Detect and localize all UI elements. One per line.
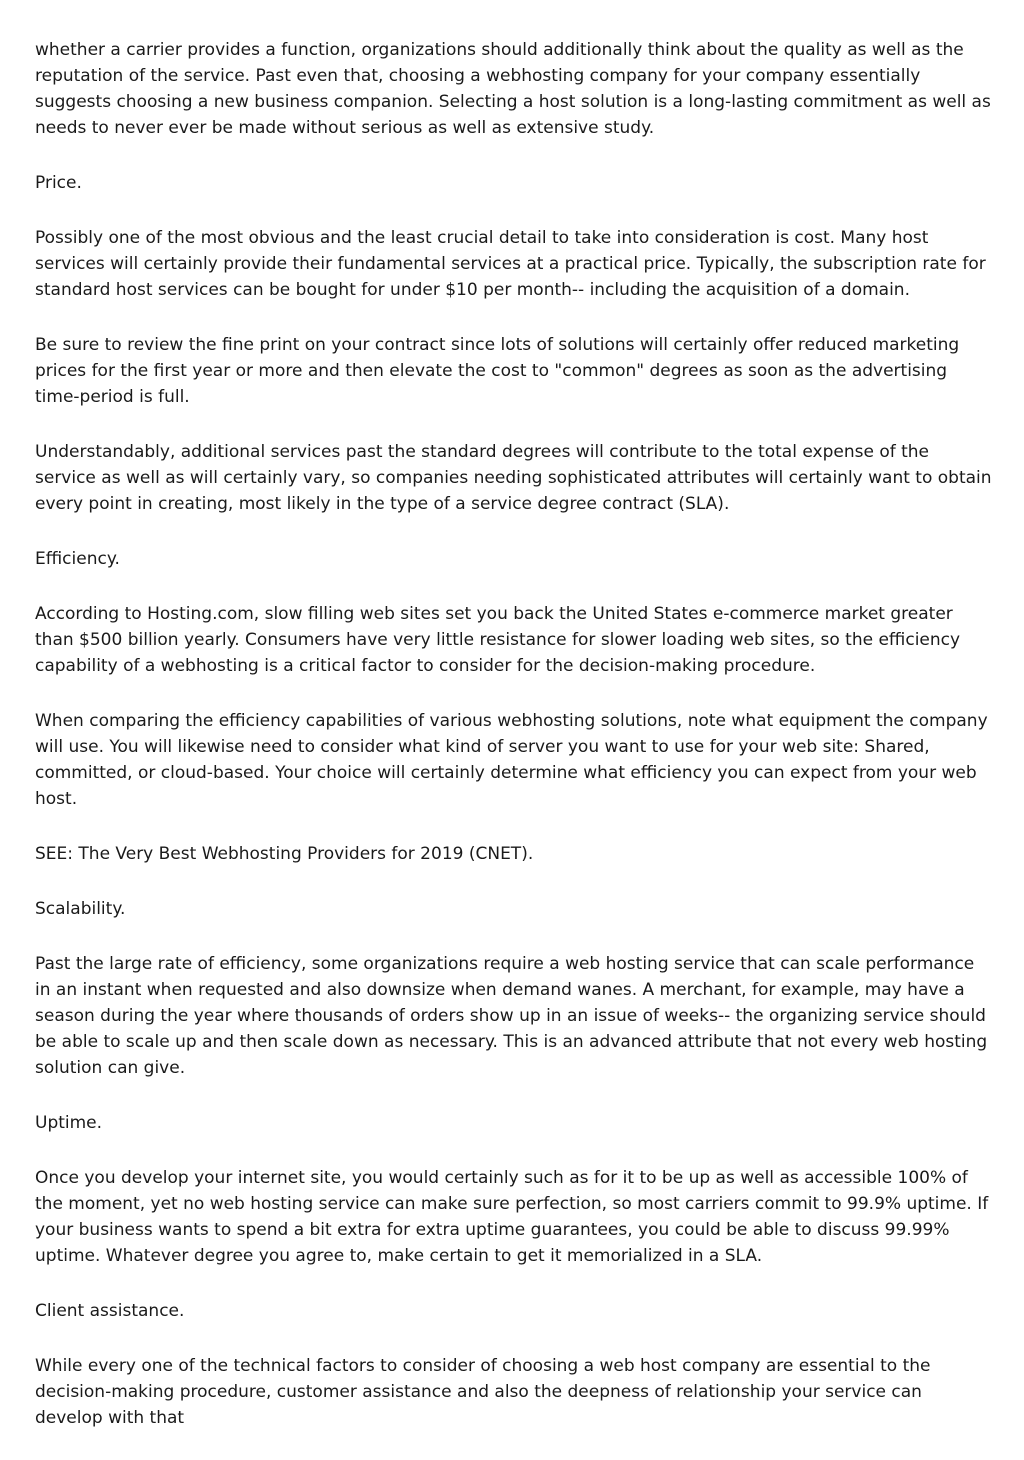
- paragraph-intro: whether a carrier provides a function, organizations should additionally think about the quality as well as the reputation of the service. Past even that, choosing a webhosting company for your company essentially suggests choosing a new business companion. Selecting a host solution is a long-lasting commitment as well as needs to never ever be made without serious as well as extensive study.: [35, 40, 991, 138]
- section-heading-scalability: Scalability.: [35, 899, 126, 919]
- section-heading-uptime: Uptime.: [35, 1113, 103, 1133]
- paragraph-see-reference: SEE: The Very Best Webhosting Providers for 2019 (CNET).: [35, 844, 534, 864]
- paragraph-efficiency-1: According to Hosting.com, slow filling web sites set you back the United States e-commerce market greater than $500 billion yearly. Consumers have very little resistance for slower loading web sites, so the efficiency capability of a webhosting is a critical factor to consider for the decision-making procedure.: [35, 604, 961, 676]
- paragraph-efficiency-2: When comparing the efficiency capabilities of various webhosting solutions, note what equipment the company will use. You will likewise need to consider what kind of server you want to use for your web site: Shared, committed, or cloud-based. Your choice will certainly determine what efficiency you can expect from your web host.: [35, 711, 988, 809]
- paragraph-scalability: Past the large rate of efficiency, some organizations require a web hosting service that can scale performance in an instant when requested and also downsize when demand wanes. A merchant, for example, may have a season during the year where thousands of orders show up in an issue of weeks-- the organizing service should be able to scale up and then scale down as necessary. This is an advanced attribute that not every web hosting solution can give.: [35, 954, 988, 1078]
- paragraph-uptime: Once you develop your internet site, you would certainly such as for it to be up as well as accessible 100% of the moment, yet no web hosting service can make sure perfection, so most carriers commit to 99.9% uptime. If your business wants to spend a bit extra for extra uptime guarantees, you could be able to discuss 99.99% uptime. Whatever degree you agree to, make certain to get it memorialized in a SLA.: [35, 1168, 989, 1266]
- paragraph-price-3: Understandably, additional services past the standard degrees will contribute to the total expense of the service as well as will certainly vary, so companies needing sophisticated attributes will certainly want to obtain every point in creating, most likely in the type of a service degree contract (SLA).: [35, 442, 992, 514]
- section-heading-efficiency: Efficiency.: [35, 549, 120, 569]
- section-heading-price: Price.: [35, 173, 82, 193]
- paragraph-client-assistance: While every one of the technical factors to consider of choosing a web host company are essential to the decision-making procedure, customer assistance and also the deepness of relationship your service can develop with that: [35, 1356, 931, 1428]
- document-body: [35, 37, 995, 1460]
- paragraph-price-2: Be sure to review the fine print on your contract since lots of solutions will certainly offer reduced marketing prices for the first year or more and then elevate the cost to "common" degrees as soon as the advertising time-period is full.: [35, 335, 960, 407]
- section-heading-client-assistance: Client assistance.: [35, 1301, 185, 1321]
- paragraph-price-1: Possibly one of the most obvious and the least crucial detail to take into consideration is cost. Many host services will certainly provide their fundamental services at a practical price. Typically, the subscription rate for standard host services can be bought for under $10 per month-- including the acquisition of a domain.: [35, 228, 986, 300]
